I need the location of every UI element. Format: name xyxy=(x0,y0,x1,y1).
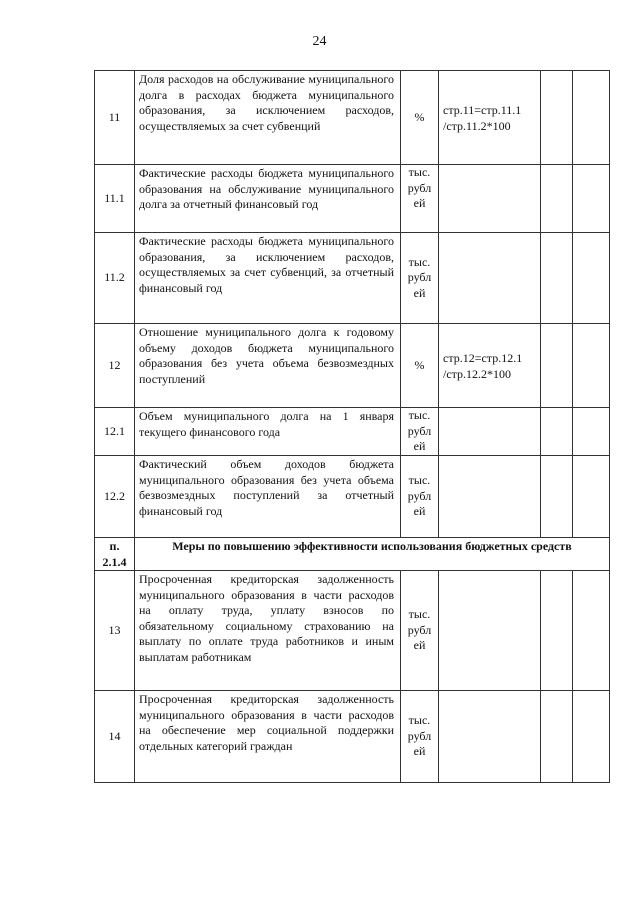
row-empty-cell xyxy=(541,408,573,456)
row-empty-cell xyxy=(541,324,573,408)
row-number-cell: 14 xyxy=(95,691,135,783)
row-empty-cell xyxy=(573,233,610,324)
row-unit-cell: % xyxy=(401,324,439,408)
table-row xyxy=(95,691,610,783)
section-header-row xyxy=(95,538,610,571)
row-number-cell: 12.1 xyxy=(95,408,135,456)
row-empty-cell xyxy=(573,691,610,783)
row-formula-cell: стр.12=стр.12.1 /стр.12.2*100 xyxy=(439,324,541,408)
row-description-cell: Объем муниципального долга на 1 января текущего финансового года xyxy=(135,408,401,456)
indicators-table xyxy=(94,70,610,783)
table-row xyxy=(95,71,610,165)
row-unit-cell: тыс. рубл ей xyxy=(401,691,439,783)
row-description-cell: Отношение муниципального долга к годовому объему доходов бюджета муниципального образования без учета объема безвозмездных поступлений xyxy=(135,324,401,408)
row-number-cell: 12.2 xyxy=(95,456,135,538)
table-row xyxy=(95,456,610,538)
row-formula-cell: стр.11=стр.11.1 /стр.11.2*100 xyxy=(439,71,541,165)
table-row xyxy=(95,165,610,233)
row-empty-cell xyxy=(541,71,573,165)
table-row xyxy=(95,571,610,691)
row-unit-cell: тыс. рубл ей xyxy=(401,165,439,233)
row-empty-cell xyxy=(573,165,610,233)
row-unit-cell: тыс. рубл ей xyxy=(401,233,439,324)
row-empty-cell xyxy=(541,233,573,324)
row-empty-cell xyxy=(573,456,610,538)
row-empty-cell xyxy=(541,691,573,783)
row-number-cell: 11 xyxy=(95,71,135,165)
row-description-cell: Фактические расходы бюджета муниципального образования, за исключением расходов, осуществляемых за счет субвенций, за отчетный финансовый год xyxy=(135,233,401,324)
row-empty-cell xyxy=(541,456,573,538)
row-empty-cell xyxy=(573,324,610,408)
row-unit-cell: тыс. рубл ей xyxy=(401,456,439,538)
section-number: п. 2.1.4 xyxy=(95,538,135,571)
table-row xyxy=(95,233,610,324)
row-description-cell: Просроченная кредиторская задолженность муниципального образования в части расходов на оплату труда, уплату взносов по обязательному социальному страхованию на выплату по оплате труда работников и иным выплатам работникам xyxy=(135,571,401,691)
table-row xyxy=(95,324,610,408)
row-number-cell: 11.2 xyxy=(95,233,135,324)
row-description-cell: Фактический объем доходов бюджета муниципального образования без учета объема безвозмездных поступлений за отчетный финансовый год xyxy=(135,456,401,538)
page-number: 24 xyxy=(312,34,327,49)
row-unit-cell: тыс. рубл ей xyxy=(401,408,439,456)
table-row xyxy=(95,408,610,456)
row-empty-cell xyxy=(541,571,573,691)
row-unit-cell: % xyxy=(401,71,439,165)
row-number-cell: 13 xyxy=(95,571,135,691)
row-formula-cell xyxy=(439,571,541,691)
section-title: Меры по повышению эффективности использования бюджетных средств xyxy=(135,538,610,571)
row-formula-cell xyxy=(439,165,541,233)
row-empty-cell xyxy=(541,165,573,233)
row-formula-cell xyxy=(439,456,541,538)
row-formula-cell xyxy=(439,691,541,783)
row-description-cell: Фактические расходы бюджета муниципального образования на обслуживание муниципального долга за отчетный финансовый год xyxy=(135,165,401,233)
row-description-cell: Доля расходов на обслуживание муниципального долга в расходах бюджета муниципального образования, за исключением расходов, осуществляемых за счет субвенций xyxy=(135,71,401,165)
row-formula-cell xyxy=(439,408,541,456)
row-empty-cell xyxy=(573,408,610,456)
row-description-cell: Просроченная кредиторская задолженность муниципального образования в части расходов на обеспечение мер социальной поддержки отдельных категорий граждан xyxy=(135,691,401,783)
row-number-cell: 12 xyxy=(95,324,135,408)
row-empty-cell xyxy=(573,71,610,165)
row-empty-cell xyxy=(573,571,610,691)
row-unit-cell: тыс. рубл ей xyxy=(401,571,439,691)
row-formula-cell xyxy=(439,233,541,324)
row-number-cell: 11.1 xyxy=(95,165,135,233)
